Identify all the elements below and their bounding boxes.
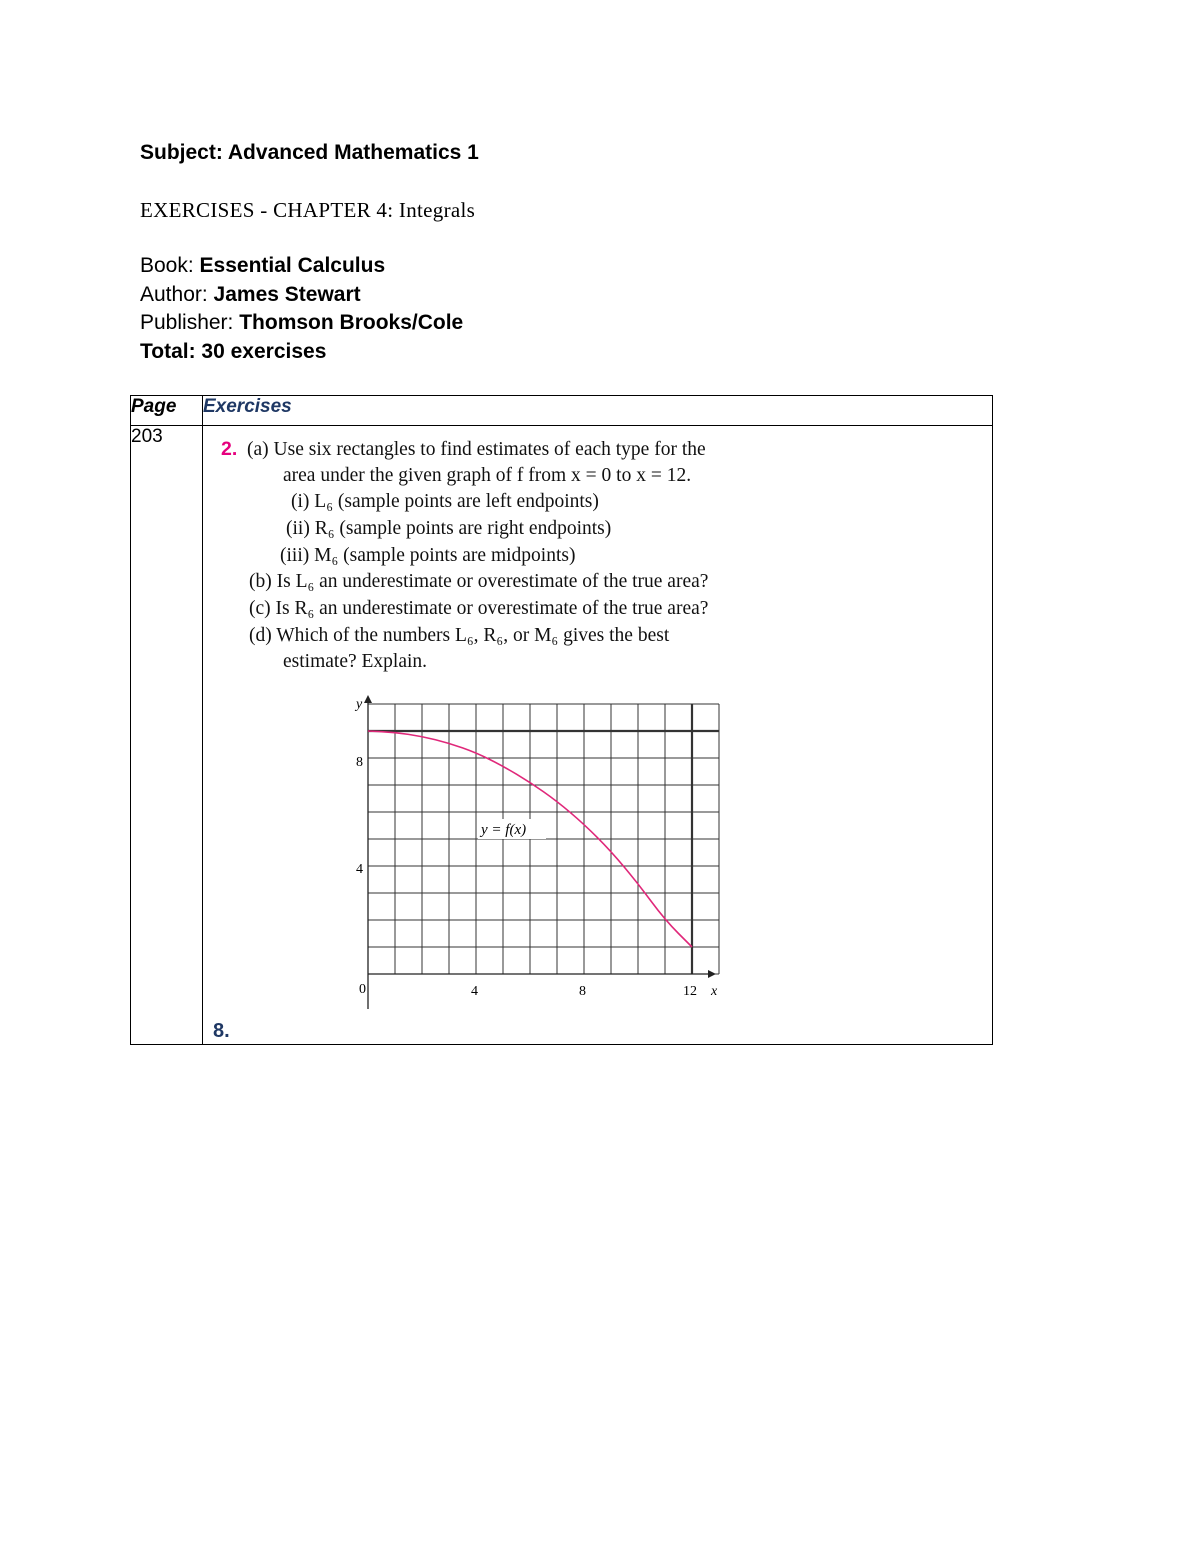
- x-tick-0: 0: [359, 982, 366, 997]
- x-tick-12: 12: [683, 984, 697, 999]
- table-header-row: [131, 396, 993, 426]
- x-axis-arrow-icon: [708, 970, 716, 978]
- y-axis-arrow-icon: [364, 695, 372, 703]
- subject-line: Subject: Advanced Mathematics 1: [140, 141, 479, 164]
- y-tick-4: 4: [356, 862, 363, 877]
- publisher-label: Publisher:: [140, 311, 240, 334]
- x-tick-4: 4: [471, 984, 478, 999]
- author-line: [140, 283, 361, 307]
- y-tick-8: 8: [356, 755, 363, 770]
- function-graph: [328, 691, 728, 1011]
- exercise-table: [130, 395, 993, 1045]
- problem-2-text-a: (a) Use six rectangles to find estimates of each type for the: [247, 439, 706, 460]
- column-header-exercises: Exercises: [203, 396, 993, 426]
- column-header-page: Page: [131, 396, 203, 426]
- problem-2-line-ii: (ii) R₆ (sample points are right endpoints): [286, 518, 612, 539]
- problem-2-line-a2: area under the given graph of f from x = 0 to x = 12.: [283, 465, 692, 486]
- problem-2-line-d: (d) Which of the numbers L₆, R₆, or M₆ gives the best: [249, 625, 670, 646]
- problem-2-line-d2: estimate? Explain.: [283, 651, 428, 672]
- exercises-cell: [203, 426, 993, 1045]
- book-line: [140, 254, 385, 278]
- author-value: James Stewart: [213, 283, 361, 306]
- curve-label: y = f(x): [481, 822, 527, 838]
- problem-8-number: 8.: [213, 1020, 230, 1042]
- problem-2-number: 2.: [221, 438, 238, 460]
- publisher-line: [140, 311, 463, 335]
- table-row: [131, 426, 993, 1045]
- problem-2-line-iii: (iii) M₆ (sample points are midpoints): [280, 545, 576, 566]
- author-label: Author:: [140, 283, 214, 306]
- publisher-value: Thomson Brooks/Cole: [239, 311, 464, 334]
- problem-2-line-a: [221, 438, 706, 461]
- x-tick-8: 8: [579, 984, 586, 999]
- problem-2-line-c: (c) Is R₆ an underestimate or overestimate of the true area?: [249, 598, 709, 619]
- problem-2-line-i: (i) L₆ (sample points are left endpoints): [291, 491, 599, 512]
- chapter-title: EXERCISES - CHAPTER 4: Integrals: [140, 198, 476, 222]
- total-line: Total: 30 exercises: [140, 340, 327, 363]
- book-label: Book:: [140, 254, 200, 277]
- book-value: Essential Calculus: [199, 254, 386, 277]
- problem-2-line-b: (b) Is L₆ an underestimate or overestimate of the true area?: [249, 571, 709, 592]
- y-axis-label: y: [356, 697, 363, 712]
- x-axis-label: x: [711, 984, 718, 999]
- page-number-cell: 203: [131, 426, 203, 1045]
